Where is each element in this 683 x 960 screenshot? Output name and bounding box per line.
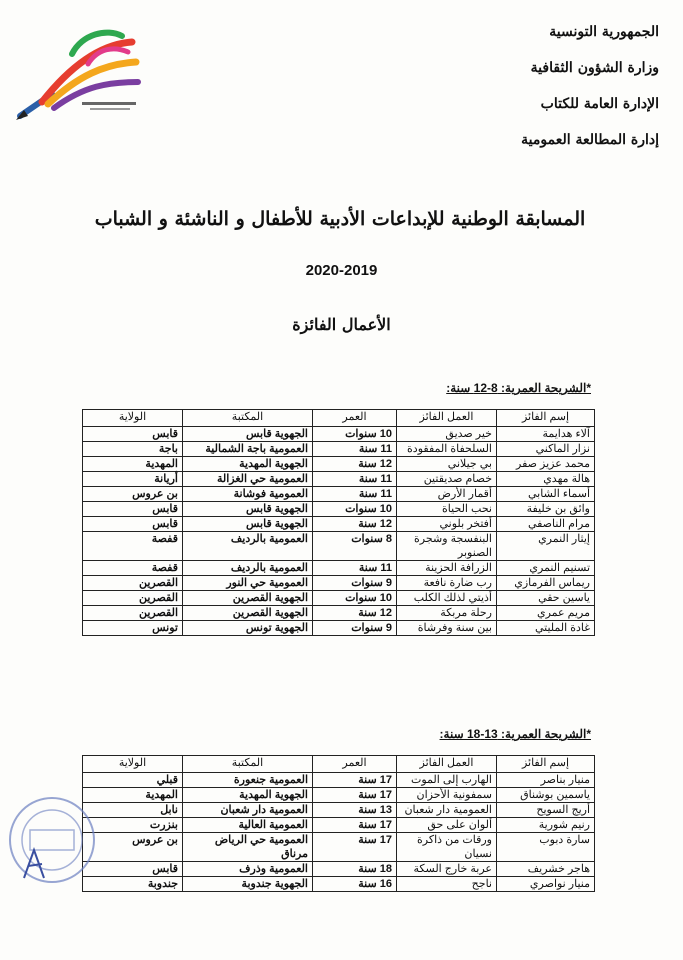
cell-state: قبلي <box>83 773 183 788</box>
cell-state: المهدية <box>83 457 183 472</box>
table-row <box>83 591 595 606</box>
cell-library: العمومية حي النور <box>183 576 313 591</box>
cell-work: الهارب إلى الموت <box>397 773 497 788</box>
table-row <box>83 472 595 487</box>
table-body <box>83 427 595 636</box>
table-row <box>83 502 595 517</box>
cell-state: قابس <box>83 517 183 532</box>
cell-library: الجهوية جندوبة <box>183 877 313 892</box>
cell-age: 18 سنة <box>313 862 397 877</box>
cell-work: البنفسجة وشجرة الصنوبر <box>397 532 497 561</box>
cell-library: العمومية العالية <box>183 818 313 833</box>
col-header-age: العمر <box>313 756 397 773</box>
cell-state: قابس <box>83 427 183 442</box>
table-row <box>83 818 595 833</box>
cell-work: السلحفاة المفقودة <box>397 442 497 457</box>
cell-name: أريج السويح <box>497 803 595 818</box>
cell-name: ياسمين بوشناق <box>497 788 595 803</box>
table-row <box>83 442 595 457</box>
cell-library: العمومية حي الرياض مرناق <box>183 833 313 862</box>
cell-age: 13 سنة <box>313 803 397 818</box>
cell-name: محمد عزيز صفر <box>497 457 595 472</box>
winners-table-8-12 <box>82 409 595 636</box>
cell-work: بين سنة وفرشاة <box>397 621 497 636</box>
cell-library: الجهوية قابس <box>183 427 313 442</box>
cell-state: قفصة <box>83 532 183 561</box>
cell-age: 8 سنوات <box>313 532 397 561</box>
cell-age: 11 سنة <box>313 442 397 457</box>
cell-age: 17 سنة <box>313 833 397 862</box>
table-row <box>83 788 595 803</box>
cell-age: 10 سنوات <box>313 591 397 606</box>
cell-age: 17 سنة <box>313 773 397 788</box>
cell-state: قابس <box>83 502 183 517</box>
table-row <box>83 803 595 818</box>
table-body <box>83 773 595 892</box>
cell-library: العمومية بالرديف <box>183 532 313 561</box>
cell-name: رنيم شورية <box>497 818 595 833</box>
col-header-name: إسم الفائز <box>497 410 595 427</box>
cell-library: العمومية باجة الشمالية <box>183 442 313 457</box>
cell-state: بن عروس <box>83 487 183 502</box>
cell-name: تسنيم النمري <box>497 561 595 576</box>
cell-library: الجهوية تونس <box>183 621 313 636</box>
cell-age: 9 سنوات <box>313 621 397 636</box>
cell-library: الجهوية القصرين <box>183 606 313 621</box>
cell-age: 17 سنة <box>313 818 397 833</box>
table-row <box>83 576 595 591</box>
cell-library: العمومية فوشانة <box>183 487 313 502</box>
col-header-work: العمل الفائز <box>397 410 497 427</box>
winners-table-13-18 <box>82 755 595 892</box>
col-header-library: المكتبة <box>183 410 313 427</box>
cell-age: 12 سنة <box>313 457 397 472</box>
header-line-department: إدارة المطالعة العمومية <box>521 132 659 148</box>
cell-state: بن عروس <box>83 833 183 862</box>
cell-work: ناجح <box>397 877 497 892</box>
cell-library: الجهوية المهدية <box>183 457 313 472</box>
table-row <box>83 833 595 862</box>
cell-age: 16 سنة <box>313 877 397 892</box>
col-header-work: العمل الفائز <box>397 756 497 773</box>
cell-name: غادة المليتي <box>497 621 595 636</box>
ministry-logo <box>12 24 142 124</box>
table-row <box>83 862 595 877</box>
cell-state: باجة <box>83 442 183 457</box>
cell-work: رحلة مربكة <box>397 606 497 621</box>
cell-age: 9 سنوات <box>313 576 397 591</box>
cell-state: القصرين <box>83 591 183 606</box>
cell-name: ياسين حقي <box>497 591 595 606</box>
cell-work: سمفونية الأحزان <box>397 788 497 803</box>
ministry-header <box>521 14 659 158</box>
cell-library: العمومية دار شعبان <box>183 803 313 818</box>
cell-age: 11 سنة <box>313 487 397 502</box>
cell-age: 10 سنوات <box>313 502 397 517</box>
col-header-state: الولاية <box>83 410 183 427</box>
cell-work: رب ضارة نافعة <box>397 576 497 591</box>
cell-state: القصرين <box>83 606 183 621</box>
cell-name: سارة دبوب <box>497 833 595 862</box>
cell-state: قفصة <box>83 561 183 576</box>
cell-age: 10 سنوات <box>313 427 397 442</box>
header-line-ministry: وزارة الشؤون الثقافية <box>530 60 659 76</box>
cell-name: منيار نواصري <box>497 877 595 892</box>
cell-name: مرام الناصفي <box>497 517 595 532</box>
col-header-name: إسم الفائز <box>497 756 595 773</box>
col-header-library: المكتبة <box>183 756 313 773</box>
header-line-country: الجمهورية التونسية <box>549 24 659 40</box>
cell-state: بنزرت <box>83 818 183 833</box>
cell-library: الجهوية قابس <box>183 502 313 517</box>
cell-library: العمومية وذرف <box>183 862 313 877</box>
cell-state: القصرين <box>83 576 183 591</box>
category-label-13-18: *الشريحة العمرية: 13-18 سنة: <box>439 727 591 741</box>
cell-work: الزرافة الحزينة <box>397 561 497 576</box>
cell-name: نزار الماكني <box>497 442 595 457</box>
cell-library: الجهوية القصرين <box>183 591 313 606</box>
table-header-row <box>83 410 595 427</box>
col-header-state: الولاية <box>83 756 183 773</box>
cell-name: هاجر خشريف <box>497 862 595 877</box>
cell-state: تونس <box>83 621 183 636</box>
document-year: 2020-2019 <box>305 262 378 279</box>
cell-library: العمومية بالرديف <box>183 561 313 576</box>
cell-name: منيار بناصر <box>497 773 595 788</box>
cell-name: آلاء هدايمة <box>497 427 595 442</box>
cell-work: العمومية دار شعبان <box>397 803 497 818</box>
table-row <box>83 532 595 561</box>
cell-age: 12 سنة <box>313 606 397 621</box>
table-row <box>83 621 595 636</box>
cell-library: الجهوية المهدية <box>183 788 313 803</box>
cell-work: أفتخر بلوني <box>397 517 497 532</box>
cell-work: خير صديق <box>397 427 497 442</box>
cell-work: نحب الحياة <box>397 502 497 517</box>
col-header-age: العمر <box>313 410 397 427</box>
cell-name: ريماس الفرمازي <box>497 576 595 591</box>
cell-work: أقمار الأرض <box>397 487 497 502</box>
cell-state: المهدية <box>83 788 183 803</box>
cell-age: 17 سنة <box>313 788 397 803</box>
cell-work: خصام صديقتين <box>397 472 497 487</box>
cell-name: أسماء الشابي <box>497 487 595 502</box>
category-label-8-12: *الشريحة العمرية: 8-12 سنة: <box>446 381 591 395</box>
cell-name: إيثار النمري <box>497 532 595 561</box>
cell-library: الجهوية قابس <box>183 517 313 532</box>
cell-work: ورقات من ذاكرة نسيان <box>397 833 497 862</box>
table-row <box>83 487 595 502</box>
cell-work: ألوان على حق <box>397 818 497 833</box>
cell-work: أذيتي لذلك الكلب <box>397 591 497 606</box>
cell-library: العمومية حي الغزالة <box>183 472 313 487</box>
table-row <box>83 457 595 472</box>
cell-work: عربة خارج السكة <box>397 862 497 877</box>
official-stamp <box>4 792 100 888</box>
table-header-row <box>83 756 595 773</box>
cell-age: 12 سنة <box>313 517 397 532</box>
cell-state: أريانة <box>83 472 183 487</box>
table-row <box>83 517 595 532</box>
cell-work: بي جيلاني <box>397 457 497 472</box>
cell-state: قابس <box>83 862 183 877</box>
header-line-directorate: الإدارة العامة للكتاب <box>540 96 659 112</box>
table-row <box>83 773 595 788</box>
cell-library: العمومية جنعورة <box>183 773 313 788</box>
table-row <box>83 561 595 576</box>
cell-name: وائق بن خليفة <box>497 502 595 517</box>
table-row <box>83 606 595 621</box>
cell-state: نابل <box>83 803 183 818</box>
document-title: المسابقة الوطنية للإبداعات الأدبية للأطفال و الناشئة و الشباب <box>94 208 586 230</box>
cell-age: 11 سنة <box>313 472 397 487</box>
table-row <box>83 427 595 442</box>
cell-name: هالة مهدي <box>497 472 595 487</box>
cell-state: جندوبة <box>83 877 183 892</box>
cell-name: مريم عمري <box>497 606 595 621</box>
table-row <box>83 877 595 892</box>
winners-heading: الأعمال الفائزة <box>292 315 391 334</box>
cell-age: 11 سنة <box>313 561 397 576</box>
